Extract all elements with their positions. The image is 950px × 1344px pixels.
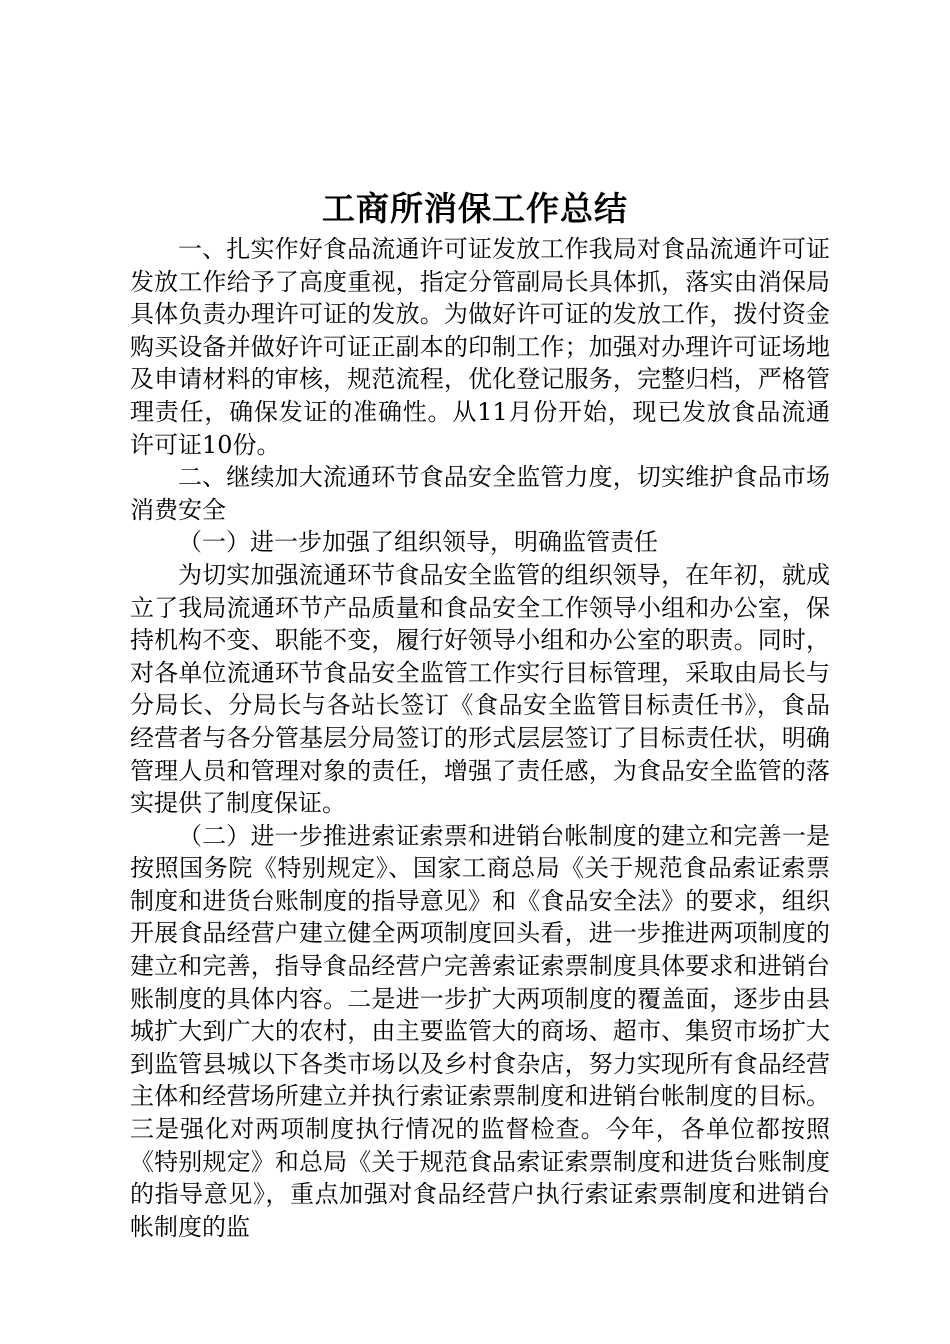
paragraph-2: 二、继续加大流通环节食品安全监管力度，切实维护食品市场消费安全 — [130, 463, 830, 524]
paragraph-1: 一、扎实作好食品流通许可证发放工作我局对食品流通许可证发放工作给予了高度重视，指定分管副局长具体抓，落实由消保局具体负责办理许可证的发放。为做好许可证的发放工作，拨付资金购买设备并做好许可证正副本的印制工作；加强对办理许可证场地及申请材料的审核，规范流程，优化登记服务，完整归档，严格管理责任，确保发证的准确性。从11月份开始，现已发放食品流通许可证10份。 — [130, 235, 830, 459]
paragraph-3: （一）进一步加强了组织领导，明确监管责任 — [178, 528, 658, 557]
paragraph-4: 为切实加强流通环节食品安全监管的组织领导，在年初，就成立了我局流通环节产品质量和食品安全工作领导小组和办公室，保持机构不变、职能不变，履行好领导小组和办公室的职责。同时，对各单位流通环节食品安全监管工作实行目标管理，采取由局长与分局长、分局长与各站长签订《食品安全监管目标责任书》，食品经营者与各分管基层分局签订的形式层层签订了目标责任状，明确管理人员和管理对象的责任，增强了责任感，为食品安全监管的落实提供了制度保证。 — [130, 560, 830, 818]
paragraph-5: （二）进一步推进索证索票和进销台帐制度的建立和完善一是按照国务院《特别规定》、国家工商总局《关于规范食品索证索票制度和进货台账制度的指导意见》和《食品安全法》的要求，组织开展食品经营户建立健全两项制度回头看，进一步推进两项制度的建立和完善，指导食品经营户完善索证索票制度具体要求和进销台账制度的具体内容。二是进一步扩大两项制度的覆盖面，逐步由县城扩大到广大的农村，由主要监管大的商场、超市、集贸市场扩大到监管县城以下各类市场以及乡村食杂店，努力实现所有食品经营主体和经营场所建立并执行索证索票制度和进销台帐制度的目标。三是强化对两项制度执行情况的监督检查。今年，各单位都按照《特别规定》和总局《关于规范食品索证索票制度和进货台账制度的指导意见》，重点加强对食品经营户执行索证索票制度和进销台帐制度的监 — [130, 821, 830, 1241]
document-body — [130, 233, 830, 1243]
document-title: 工商所消保工作总结 — [322, 189, 628, 228]
